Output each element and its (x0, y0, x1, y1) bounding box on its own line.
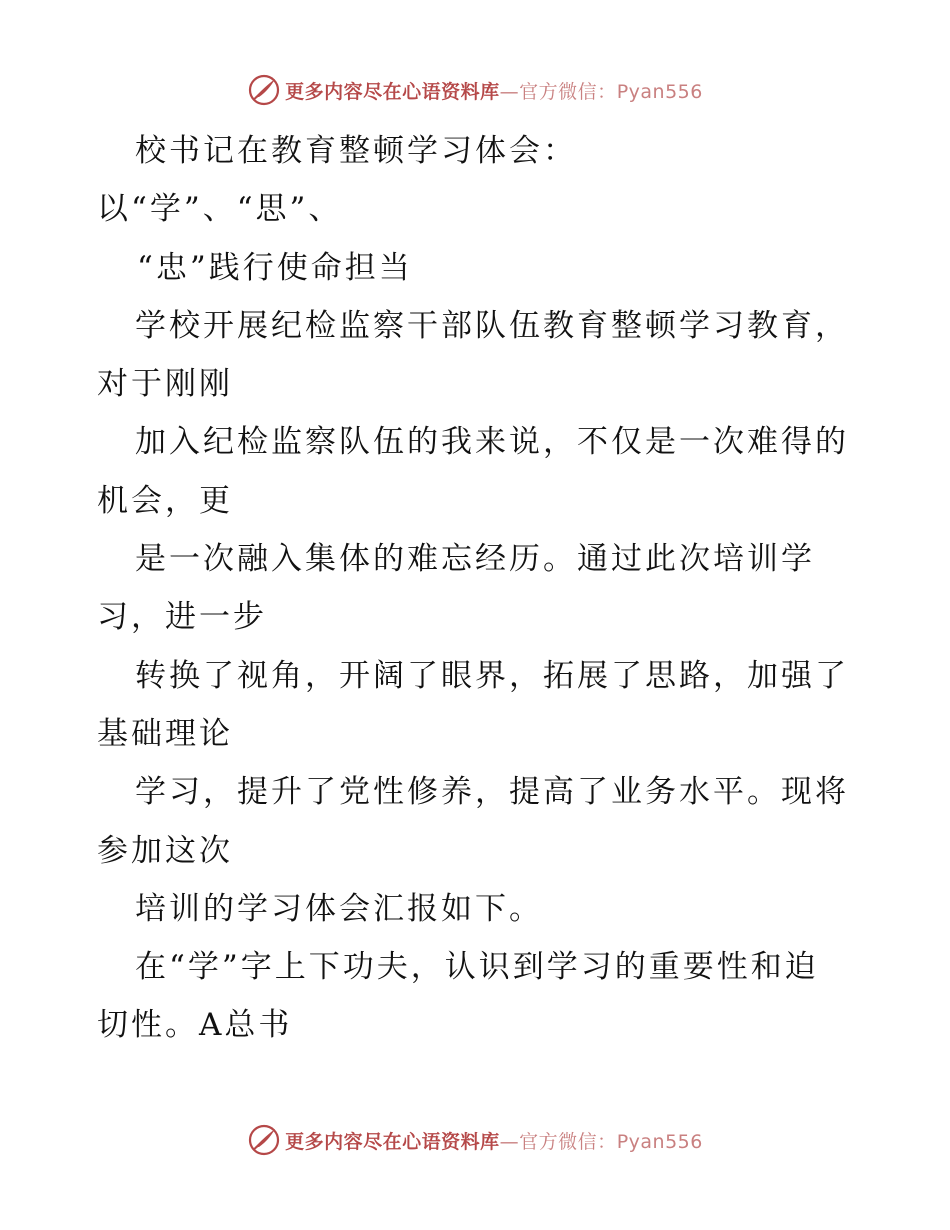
doc-line: 基础理论 (97, 715, 233, 752)
doc-line: 以“学”、“思”、 (97, 191, 343, 228)
banner-secondary: 官方微信： (519, 1130, 617, 1153)
doc-line: 在“学”字上下功夫，认识到学习的重要性和迫 (135, 949, 819, 986)
doc-line: 参加这次 (97, 832, 233, 869)
doc-line: 机会，更 (97, 482, 233, 519)
document-body (97, 122, 917, 1055)
quill-pen-logo-icon (247, 1123, 281, 1157)
doc-line: 切性。A总书 (97, 1007, 293, 1044)
quill-pen-logo-icon (247, 73, 281, 107)
banner-primary: 更多内容尽在心语资料库 (285, 80, 500, 103)
banner-wechat: Pyan556 (616, 1130, 703, 1153)
banner-primary: 更多内容尽在心语资料库 (285, 1130, 500, 1153)
banner-text (285, 77, 703, 104)
doc-line: 转换了视角，开阔了眼界，拓展了思路，加强了 (135, 657, 849, 694)
header-watermark-banner (0, 70, 950, 110)
banner-separator: — (499, 1130, 520, 1153)
banner-separator: — (499, 80, 520, 103)
banner-text (285, 1127, 703, 1154)
doc-line: 是一次融入集体的难忘经历。通过此次培训学 (135, 541, 815, 578)
banner-secondary: 官方微信： (519, 80, 617, 103)
doc-line: 培训的学习体会汇报如下。 (135, 890, 543, 927)
doc-line: “忠”践行使命担当 (137, 249, 413, 286)
doc-line: 校书记在教育整顿学习体会： (135, 133, 577, 169)
doc-line: 加入纪检监察队伍的我来说，不仅是一次难得的 (135, 424, 849, 461)
doc-line: 习，进一步 (97, 599, 267, 636)
doc-line: 对于刚刚 (97, 366, 233, 403)
doc-line: 学习，提升了党性修养，提高了业务水平。现将 (135, 774, 849, 811)
footer-watermark-banner (0, 1120, 950, 1160)
doc-line: 学校开展纪检监察干部队伍教育整顿学习教育， (135, 307, 849, 344)
banner-wechat: Pyan556 (616, 80, 703, 103)
